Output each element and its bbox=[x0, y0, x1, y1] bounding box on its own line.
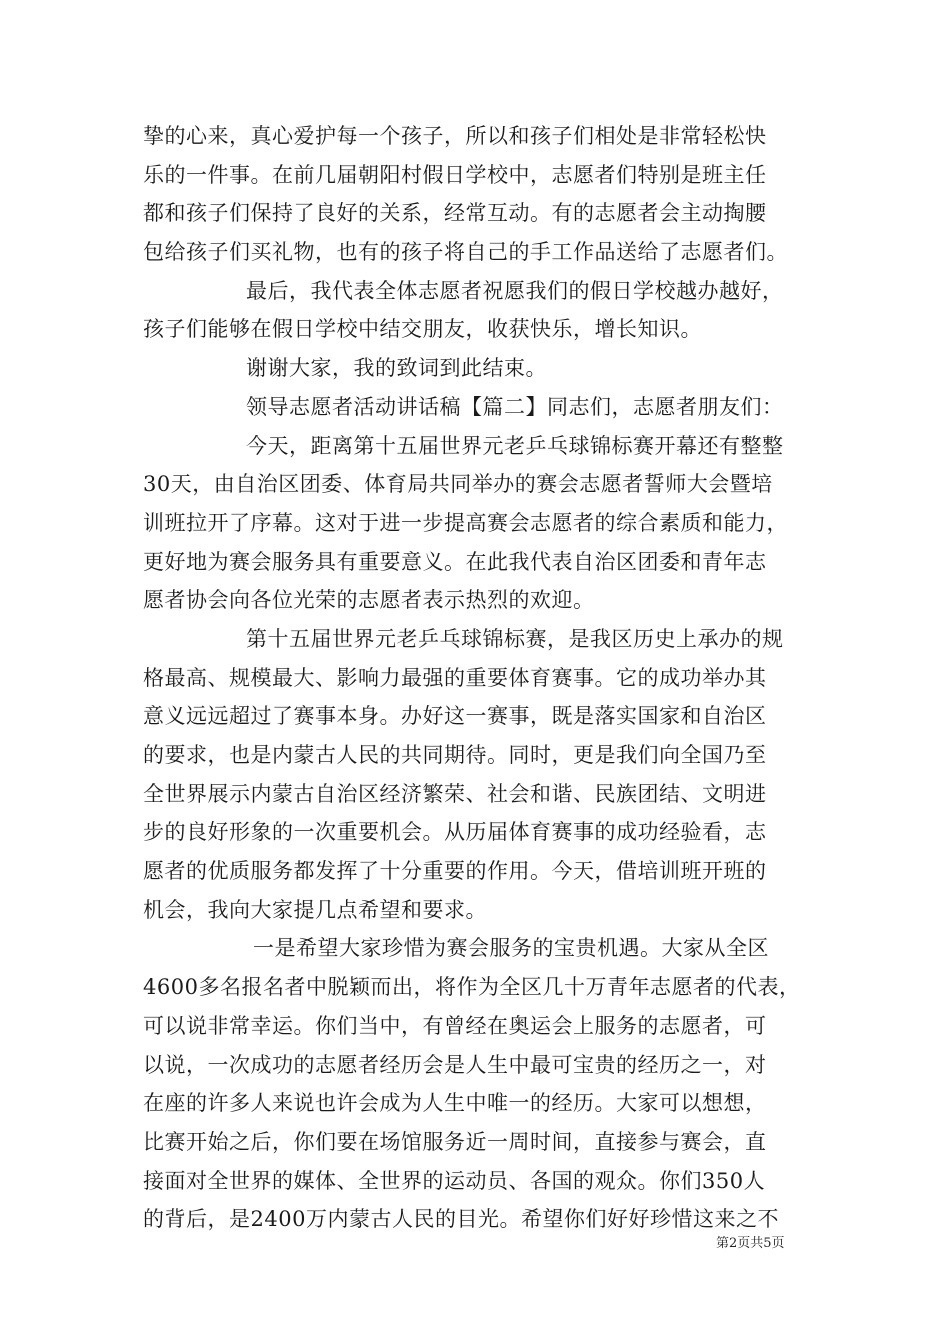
text-line: 在座的许多人来说也许会成为人生中唯一的经历。大家可以想想， bbox=[143, 1091, 767, 1116]
text-line: 最后，我代表全体志愿者祝愿我们的假日学校越办越好， bbox=[246, 278, 784, 303]
page-number: 第2页共5页 bbox=[716, 1236, 785, 1251]
text-line: 30天，由自治区团委、体育局共同举办的赛会志愿者誓师大会暨培 bbox=[143, 472, 773, 497]
text-line: 的要求，也是内蒙古人民的共同期待。同时，更是我们向全国乃至 bbox=[143, 743, 767, 767]
text-line: 一是希望大家珍惜为赛会服务的宝贵机遇。大家从全区 bbox=[253, 936, 769, 961]
body-text bbox=[143, 117, 823, 1239]
text-line: 今天，距离第十五届世界元老乒乓球锦标赛开幕还有整整 bbox=[246, 433, 784, 458]
text-line: 意义远远超过了赛事本身。办好这一赛事，既是落实国家和自治区 bbox=[143, 704, 767, 729]
text-line: 接面对全世界的媒体、全世界的运动员、各国的观众。你们350人 bbox=[143, 1168, 766, 1193]
section-heading-line: 领导志愿者活动讲话稿【篇二】同志们，志愿者朋友们： bbox=[246, 394, 784, 419]
text-line: 4600多名报名者中脱颖而出，将作为全区几十万青年志愿者的代表， bbox=[143, 975, 801, 1000]
text-line: 全世界展示内蒙古自治区经济繁荣、社会和谐、民族团结、文明进 bbox=[143, 781, 767, 806]
text-line: 更好地为赛会服务具有重要意义。在此我代表自治区团委和青年志 bbox=[143, 549, 767, 574]
text-line: 包给孩子们买礼物，也有的孩子将自己的手工作品送给了志愿者们。 bbox=[143, 240, 788, 265]
text-line: 乐的一件事。在前几届朝阳村假日学校中，志愿者们特别是班主任 bbox=[143, 162, 767, 187]
text-line: 步的良好形象的一次重要机会。从历届体育赛事的成功经验看，志 bbox=[143, 820, 767, 845]
text-line: 比赛开始之后，你们要在场馆服务近一周时间，直接参与赛会，直 bbox=[143, 1129, 767, 1154]
text-line: 可以说非常幸运。你们当中，有曾经在奥运会上服务的志愿者，可 bbox=[143, 1013, 767, 1038]
text-line: 第十五届世界元老乒乓球锦标赛，是我区历史上承办的规 bbox=[246, 626, 784, 651]
text-line: 挚的心来，真心爱护每一个孩子，所以和孩子们相处是非常轻松快 bbox=[143, 124, 767, 148]
text-line: 机会，我向大家提几点希望和要求。 bbox=[143, 897, 487, 922]
text-line: 愿者的优质服务都发挥了十分重要的作用。今天，借培训班开班的 bbox=[143, 859, 767, 884]
text-line: 格最高、规模最大、影响力最强的重要体育赛事。它的成功举办其 bbox=[143, 665, 767, 690]
text-line: 都和孩子们保持了良好的关系，经常互动。有的志愿者会主动掏腰 bbox=[143, 201, 767, 226]
text-line: 训班拉开了序幕。这对于进一步提高赛会志愿者的综合素质和能力， bbox=[143, 510, 788, 535]
text-line: 孩子们能够在假日学校中结交朋友，收获快乐，增长知识。 bbox=[143, 317, 702, 342]
text-line: 谢谢大家，我的致词到此结束。 bbox=[246, 356, 547, 381]
text-line: 愿者协会向各位光荣的志愿者表示热烈的欢迎。 bbox=[143, 588, 595, 613]
text-line: 以说，一次成功的志愿者经历会是人生中最可宝贵的经历之一，对 bbox=[143, 1052, 767, 1077]
text-line: 的背后，是2400万内蒙古人民的目光。希望你们好好珍惜这来之不 bbox=[143, 1207, 779, 1232]
